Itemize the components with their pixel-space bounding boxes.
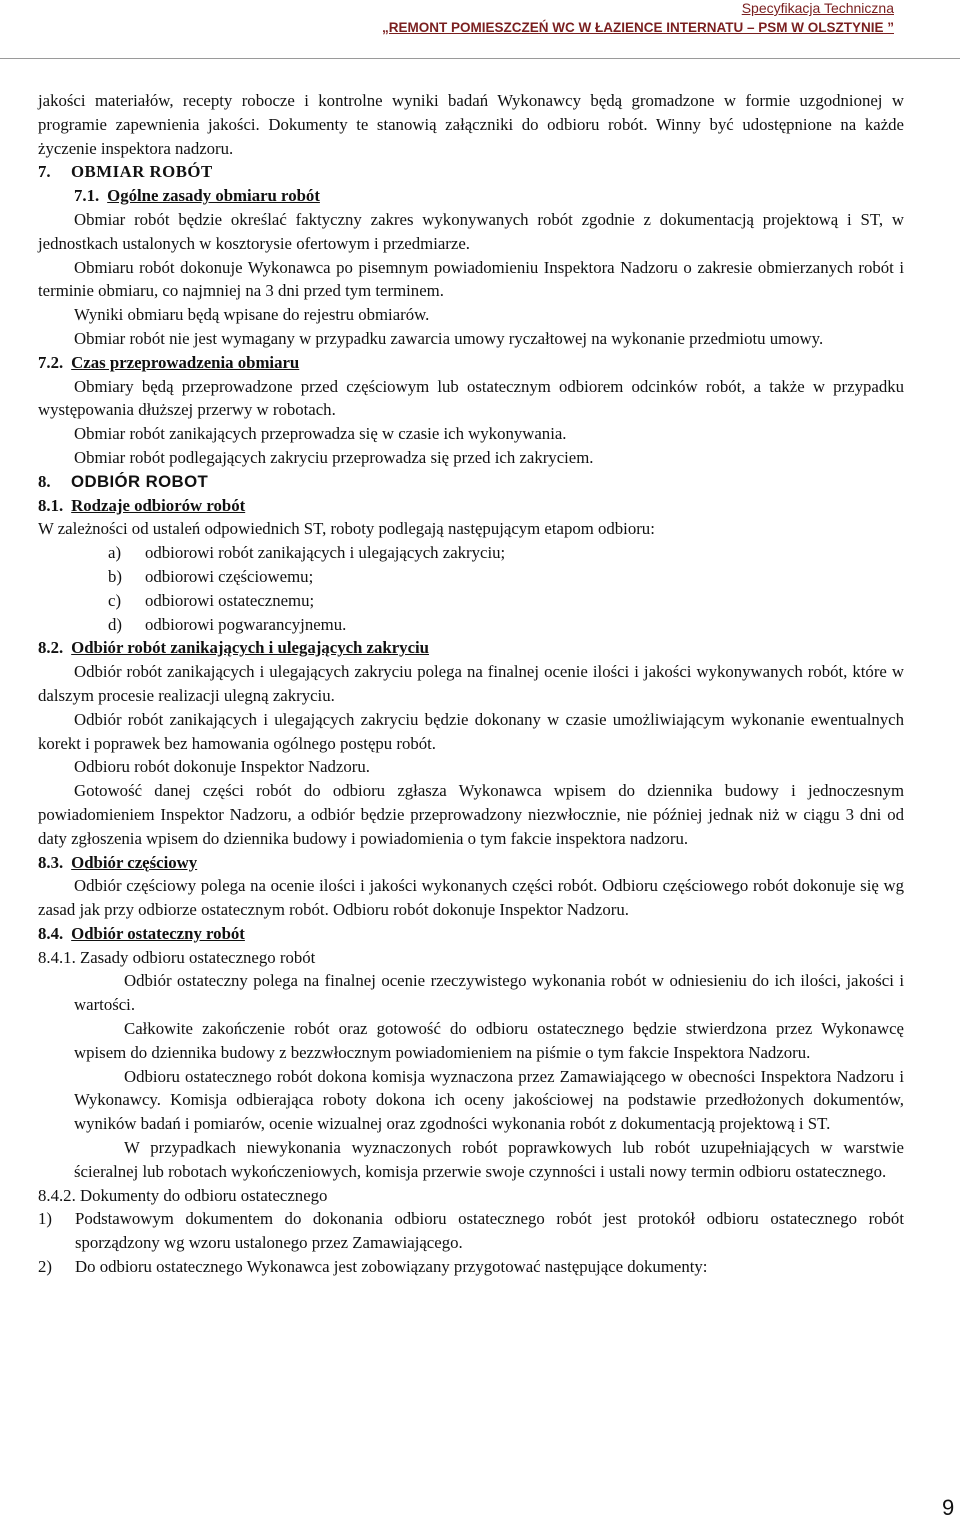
subsection-heading: [38, 922, 904, 946]
list-item: [108, 565, 904, 589]
acceptance-stages-list: [108, 541, 904, 636]
subsection-title: Czas przeprowadzenia obmiaru: [71, 352, 300, 372]
paragraph: Obmiar robót będzie określać faktyczny zakres wykonywanych robót zgodnie z dokumentacją projektową i ST, w jednostkach ustalonych w kosztorysie ofertowym i przedmiarze.: [38, 209, 904, 253]
paragraph: Obmiar robót podlegających zakryciu przeprowadza się przed ich zakryciem.: [74, 447, 594, 467]
subsection-title: Odbiór częściowy: [71, 852, 198, 872]
list-item: [108, 541, 904, 565]
paragraph: Obmiary będą przeprowadzone przed częściowym lub ostatecznym odbiorem odcinków robót, a także w przypadku występowania dłuższej przerwy w robotach.: [38, 376, 904, 420]
subsection-title: Ogólne zasady obmiaru robót: [107, 186, 320, 206]
subsection-heading: [74, 184, 904, 208]
subsection-number: 8.2.: [38, 638, 64, 658]
subsection-heading: [38, 851, 904, 875]
paragraph: Odbioru robót dokonuje Inspektor Nadzoru.: [74, 757, 370, 777]
list-text: odbiorowi pogwarancyjnemu.: [145, 614, 347, 634]
section-7-1: [74, 184, 904, 208]
subsection-number: 7.1.: [74, 186, 100, 206]
list-text: Podstawowym dokumentem do dokonania odbioru ostatecznego robót jest protokół odbioru ostatecznego robót sporządzony wg wzoru ustalonego przez Zamawiającego.: [75, 1209, 904, 1253]
section-7-heading: [38, 160, 904, 184]
list-text: odbiorowi ostatecznemu;: [145, 590, 315, 610]
subsection-title: Rodzaje odbiorów robót: [71, 495, 246, 515]
list-text: Do odbioru ostatecznego Wykonawca jest zobowiązany przygotować następujące dokumenty:: [75, 1257, 708, 1277]
subsection-number: 8.3.: [38, 852, 64, 872]
subsection-number: 8.4.: [38, 923, 64, 943]
paragraph: W przypadkach niewykonania wyznaczonych robót poprawkowych lub robót uzupełniających w warstwie ścieralnej lub robotach wykończeniowych, komisja przerwie swoje czynności i ustali nowy termin odbioru ostatecznego.: [74, 1138, 904, 1181]
header-project-title: „REMONT POMIESZCZEŃ WC W ŁAZIENCE INTERNATU – PSM W OLSZTYNIE ”: [382, 20, 894, 35]
section-number: 8.: [38, 471, 51, 491]
header-doc-type: Specyfikacja Techniczna: [741, 0, 894, 16]
paragraph: Odbiór robót zanikających i ulegających zakryciu będzie dokonany w czasie umożliwiającym wykonanie ewentualnych korekt i poprawek bez hamowania ogólnego postępu robót.: [38, 709, 904, 753]
list-text: odbiorowi robót zanikających i ulegających zakryciu;: [145, 543, 506, 563]
list-text: odbiorowi częściowemu;: [145, 566, 314, 586]
paragraph: Gotowość danej części robót do odbioru zgłasza Wykonawca wpisem do dziennika budowy i jednoczesnym powiadomieniem Inspektor Nadzoru, a odbiór będzie przeprowadzony niezwłocznie, nie później jednak niż w ciągu 3 dni od daty zgłoszenia wpisem do dziennika budowy i powiadomienia o tym fakcie inspektora nadzoru.: [38, 781, 904, 848]
list-label: c): [108, 590, 122, 610]
subsection-heading: [38, 494, 904, 518]
header-divider: [0, 58, 960, 59]
list-item: [108, 613, 904, 637]
list-item: [38, 1207, 904, 1255]
list-label: 1): [38, 1209, 52, 1229]
list-label: d): [108, 614, 122, 634]
list-label: b): [108, 566, 122, 586]
paragraph: Obmiar robót nie jest wymagany w przypadku zawarcia umowy ryczałtowej na wykonanie przedmiotu umowy.: [74, 328, 824, 348]
subsubsection-heading: 8.4.1. Zasady odbioru ostatecznego robót: [38, 947, 316, 967]
list-item: [108, 589, 904, 613]
list-label: a): [108, 543, 122, 563]
document-body: [38, 89, 904, 1279]
subsection-title: Odbiór robót zanikających i ulegających zakryciu: [71, 638, 430, 658]
subsection-number: 7.2.: [38, 352, 64, 372]
section-title: OBMIAR ROBÓT: [71, 162, 213, 182]
paragraph: Odbioru ostatecznego robót dokona komisja wyznaczona przez Zamawiającego w obecności Inspektora Nadzoru i Wykonawcy. Komisja odbierająca roboty dokona ich oceny jakościowej na podstawie przedłożonych dokumentów, wyników badań i pomiarów, ocenie wizualnej oraz zgodności wykonania robót z dokumentacją projektową i ST.: [74, 1066, 904, 1134]
paragraph: Wyniki obmiaru będą wpisane do rejestru obmiarów.: [74, 305, 430, 325]
paragraph: Odbiór ostateczny polega na finalnej ocenie rzeczywistego wykonania robót w odniesieniu do ich ilości, jakości i wartości.: [74, 971, 904, 1015]
intro-paragraph: jakości materiałów, recepty robocze i kontrolne wyniki badań Wykonawcy będą gromadzone w formie uzgodnionej w programie zapewnienia jakości. Dokumenty te stanowią załączniki do odbioru robót. Winny być udostępnione na każde życzenie inspektora nadzoru.: [38, 91, 904, 158]
section-8-heading: [38, 470, 904, 494]
subsection-title: Odbiór ostateczny robót: [71, 923, 245, 943]
section-number: 7.: [38, 162, 51, 182]
page-number: 9: [942, 1495, 955, 1520]
list-label: 2): [38, 1257, 52, 1277]
paragraph: Całkowite zakończenie robót oraz gotowość do odbioru ostatecznego będzie stwierdzona przez Wykonawcę wpisem do dziennika budowy z bezzwłocznym powiadomieniem na piśmie o tym fakcie Inspektora Nadzoru.: [74, 1019, 904, 1062]
subsection-heading: [38, 351, 904, 375]
subsection-heading: [38, 636, 904, 660]
subsubsection-heading: 8.4.2. Dokumenty do odbioru ostatecznego: [38, 1185, 328, 1205]
paragraph: Obmiar robót zanikających przeprowadza się w czasie ich wykonywania.: [74, 424, 567, 444]
page-header: [0, 0, 960, 62]
subsection-number: 8.1.: [38, 495, 64, 515]
paragraph: Odbiór częściowy polega na ocenie ilości i jakości wykonanych części robót. Odbioru częściowego robót dokonuje się wg zasad jak przy odbiorze ostatecznym robót. Odbioru robót dokonuje Inspektor Nadzoru.: [38, 876, 904, 920]
section-title: ODBIÓR ROBOT: [71, 471, 209, 491]
paragraph: Obmiaru robót dokonuje Wykonawca po pisemnym powiadomieniu Inspektora Nadzoru o zakresie obmierzanych robót i terminie obmiaru, co najmniej na 3 dni przed tym terminem.: [38, 257, 904, 301]
paragraph: Odbiór robót zanikających i ulegających zakryciu polega na finalnej ocenie ilości i jakości wykonywanych robót, które w dalszym procesie realizacji ulegną zakryciu.: [38, 662, 904, 705]
paragraph: W zależności od ustaleń odpowiednich ST, roboty podlegają następującym etapom odbioru:: [38, 519, 655, 539]
list-item: [38, 1255, 904, 1279]
final-acceptance-rules: [74, 969, 904, 1183]
